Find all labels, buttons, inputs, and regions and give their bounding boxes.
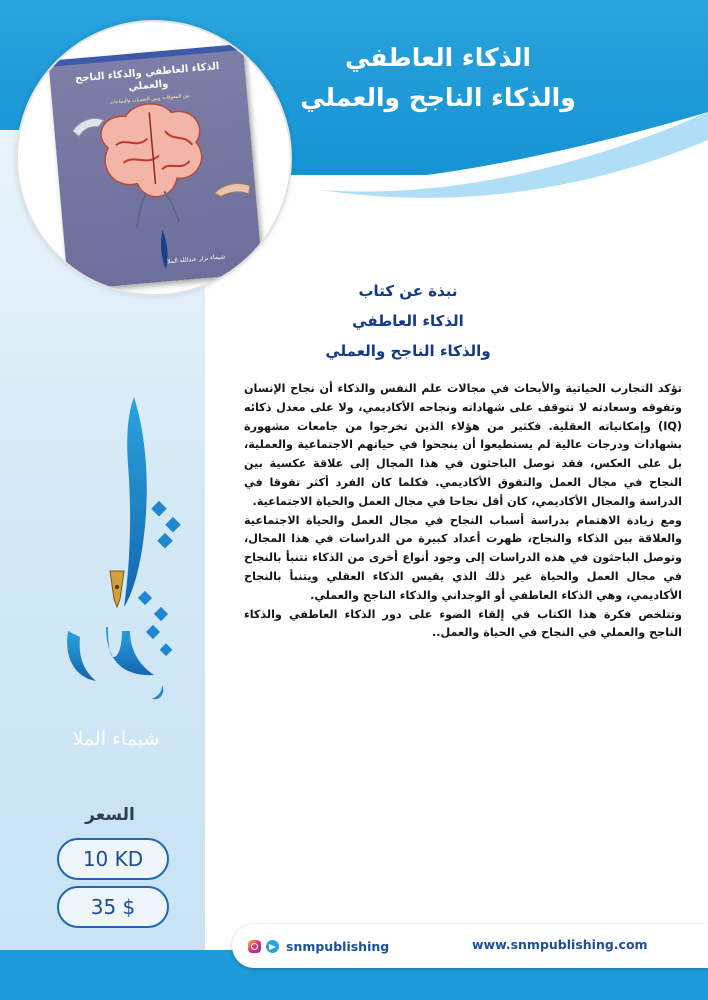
description-paragraph-1: تؤكد التجارب الحياتية والأبحاث في مجالات علم النفس والذكاء أن نجاح الإنسان وتفوقه وسعادته لا تتوقف على شهاداته ونجاحه الأكاديمي، ولا على معدل ذكائه (IQ) وإمكانياته العقلية. فكثير من هؤلاء الذين تخرجوا من جامعات مشهورة بشهادات ودرجات عالية لم يستطيعوا أن ينجحوا في حياتهم الاجتماعية والعملية، بل على العكس، فقد توصل الباحثون في هذا المجال إلى علاقة عكسية بين النجاح في مجال العمل والتفوق الأكاديمي. فكلما كان الفرد أكثر تفوقا في الدراسة والمجال الأكاديمي، كان أقل نجاحا في مجال العمل والحياة الاجتماعية. [244,382,682,508]
about-line-1: نبذة عن كتاب [358,282,458,300]
book-description [244,380,682,643]
description-paragraph-3: وتتلخص فكرة هذا الكتاب في إلقاء الضوء على دور الذكاء العاطفي والذكاء الناجح والعملي في النجاح في الحياة والعمل.. [244,607,682,640]
about-line-2: الذكاء العاطفي [352,312,464,330]
description-paragraph-2: ومع زيادة الاهتمام بدراسة أسباب النجاح في مجال العمل والحياة الاجتماعية والعلاقة بين الذكاء والنجاح، ظهرت أعداد كبيرة من الدراسات في هذا المجال، وتوصل الباحثون في هذه الدراسات إلى وجود أنواع أخرى من الذكاء تتنبأ بالنجاح في مجال العمل والحياة غير ذلك الذي يقيس الذكاء العقلي ويتنبأ بالنجاح الأكاديمي، وهي الذكاء العاطفي أو الوجداني والذكاء الناجح والعملي. [244,513,682,602]
book-cover-author: شيماء نزار عبدالله الملا [166,253,226,266]
price-usd: 35 $ [57,886,169,928]
price-kd: 10 KD [57,838,169,880]
social-handle-text: snmpublishing [286,938,390,954]
about-line-3: والذكاء الناجح والعملي [325,342,491,360]
author-name: شيماء الملا [72,728,160,750]
social-handle[interactable] [248,937,389,955]
instagram-icon [248,940,261,953]
title-line-2: والذكاء الناجح والعملي [300,83,576,112]
pen-nib-icon [110,571,124,607]
about-heading [278,276,538,366]
book-cover-subtitle: بين المعوقات وبين التحديات والنجاحات [109,92,190,106]
website-link[interactable]: www.snmpublishing.com [472,937,648,952]
telegram-icon [266,940,279,953]
book-cover-title: الذكاء العاطفي والذكاء الناجح والعملي [74,61,220,94]
title-line-1: الذكاء العاطفي [344,43,532,72]
author-logo [50,395,190,725]
book-cover-frame [16,20,292,296]
book-cover [48,44,262,290]
price-label: السعر [85,805,135,825]
page-title [258,38,618,118]
